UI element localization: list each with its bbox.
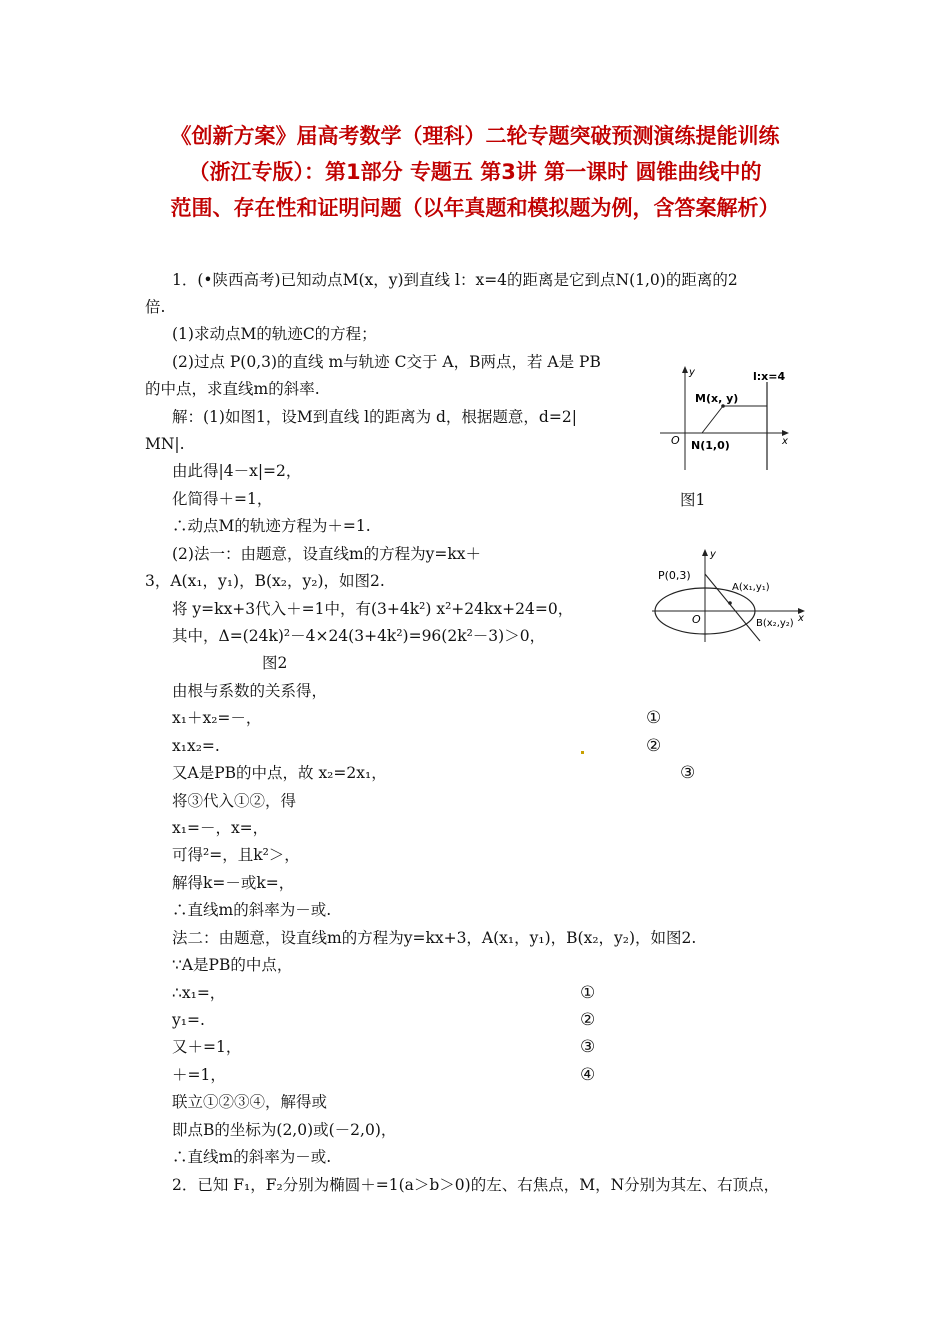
equation-marker: ① (646, 708, 662, 728)
fig1-label-n: N(1,0) (691, 439, 730, 452)
text-line: 图2 (262, 654, 288, 672)
text-line: 又A是PB的中点，故 x₂=2x₁， (172, 764, 387, 782)
text-line: 倍. (145, 298, 166, 316)
fig2-label-p: P(0,3) (658, 569, 691, 582)
stray-dot (581, 751, 584, 754)
text-line: 将 y=kx+3代入＋=1中，有(3+4k²) x²+24kx+24=0， (172, 600, 574, 618)
fig1-label-y: y (689, 367, 695, 378)
text-line: ∴直线m的斜率为－或. (172, 1148, 332, 1166)
fig1-label-x: x (782, 436, 788, 447)
text-line: (2)过点 P(0,3)的直线 m与轨迹 C交于 A，B两点，若 A是 PB (172, 353, 601, 371)
text-line: 将③代入①②，得 (172, 792, 297, 810)
title-line-3: 范围、存在性和证明问题（以年真题和模拟题为例，含答案解析） (170, 196, 780, 220)
text-line: MN|. (145, 435, 185, 453)
text-line: 3，A(x₁，y₁)，B(x₂，y₂)，如图2. (145, 572, 385, 590)
text-line: 法二：由题意，设直线m的方程为y=kx+3，A(x₁，y₁)，B(x₂，y₂)，如图2. (172, 929, 697, 947)
equation-marker: ④ (580, 1065, 596, 1085)
fig1-label-m: M(x, y) (695, 392, 739, 405)
text-line: x₁＋x₂=－， (172, 709, 262, 727)
equation-marker: ① (580, 983, 596, 1003)
text-line: 可得²=，且k²＞， (172, 846, 300, 864)
figure-1-caption: 图1 (680, 491, 706, 509)
fig2-label-y: y (710, 549, 716, 560)
text-line: x₁=－，x=， (172, 819, 269, 837)
text-line: 由此得|4－x|=2， (172, 462, 302, 480)
text-line: x₁x₂=. (172, 737, 220, 755)
text-line: ∴x₁=， (172, 984, 226, 1002)
equation-marker: ② (580, 1010, 596, 1030)
figure-2-diagram (650, 546, 810, 646)
equation-marker: ③ (680, 763, 696, 783)
text-line: 解：(1)如图1，设M到直线 l的距离为 d，根据题意，d=2| (172, 408, 577, 426)
text-line: ∴动点M的轨迹方程为＋=1. (172, 517, 371, 535)
fig2-label-origin: O (692, 613, 701, 626)
equation-marker: ③ (580, 1037, 596, 1057)
text-line: 1．(•陕西高考)已知动点M(x，y)到直线 l：x=4的距离是它到点N(1,0)的距离的2 (172, 271, 738, 289)
text-line: 其中，Δ=(24k)²－4×24(3+4k²)=96(2k²－3)＞0， (172, 627, 546, 645)
equation-marker: ② (646, 736, 662, 756)
text-line: 的中点，求直线m的斜率. (145, 380, 320, 398)
text-line: ∵A是PB的中点， (172, 956, 293, 974)
text-line: 解得k=－或k=， (172, 874, 295, 892)
text-line: 即点B的坐标为(2,0)或(－2,0)， (172, 1121, 397, 1139)
title-line-1: 《创新方案》届高考数学（理科）二轮专题突破预测演练提能训练 (170, 124, 780, 148)
text-line: ＋=1， (172, 1066, 226, 1084)
text-line: 联立①②③④，解得或 (172, 1093, 328, 1111)
document-title (100, 118, 850, 226)
text-line: 由根与系数的关系得， (172, 682, 328, 700)
fig1-label-l: l:x=4 (753, 370, 786, 383)
fig1-label-origin: O (671, 434, 680, 447)
fig2-label-x: x (798, 613, 804, 624)
text-line: 2．已知 F₁，F₂分别为椭圆＋=1(a＞b＞0)的左、右焦点，M，N分别为其左、右顶点， (172, 1176, 780, 1194)
title-line-2: （浙江专版）：第1部分 专题五 第3讲 第一课时 圆锥曲线中的 (188, 160, 762, 184)
text-line: 又＋=1， (172, 1038, 242, 1056)
fig2-label-a: A(x₁,y₁) (732, 582, 770, 593)
text-line: (1)求动点M的轨迹C的方程； (172, 325, 377, 343)
figure-1-diagram (655, 362, 795, 472)
fig2-label-b: B(x₂,y₂) (756, 618, 794, 629)
text-line: ∴直线m的斜率为－或. (172, 901, 332, 919)
text-line: y₁=. (172, 1011, 205, 1029)
text-line: (2)法一：由题意，设直线m的方程为y=kx＋ (172, 545, 482, 563)
text-line: 化简得＋=1， (172, 490, 273, 508)
